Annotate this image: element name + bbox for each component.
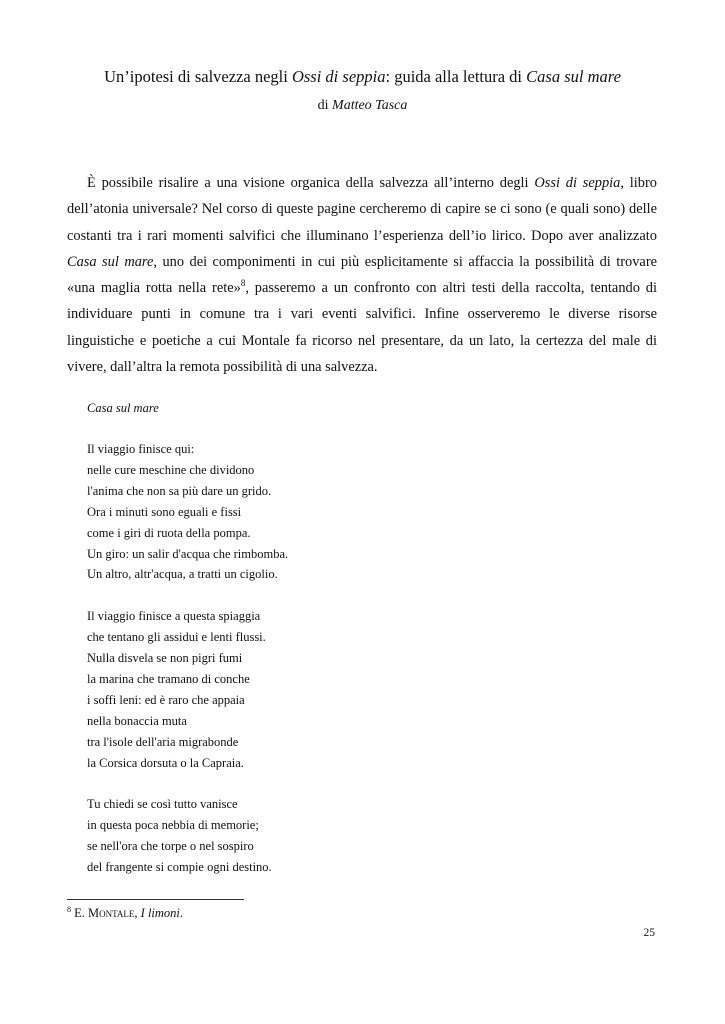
poem-line: Ora i minuti sono eguali e fissi (87, 504, 242, 519)
poem-line: come i giri di ruota della pompa. (87, 525, 251, 540)
paragraph-text: , uno dei componimenti in cui più esplicitamente si affaccia la possibilità di trovare «una maglia rotta nella rete» (67, 253, 657, 297)
paragraph-text: , passeremo a un confronto con altri testi della raccolta, tentando di individuare punti in comune tra i vari eventi salvifici. Infine osserveremo le diverse risorse linguistiche e poetiche a cui Montale fa ricorso nel presentare, da un lato, la certezza del male di vivere, dall’altra la remota possibilità di una salvezza. (67, 280, 657, 376)
footnote-reference: 8 (240, 278, 246, 289)
paragraph-italic: Ossi di seppia, (534, 175, 624, 191)
essay-title (0, 66, 725, 88)
poem-line: se nell'ora che torpe o nel sospiro (87, 839, 254, 854)
poem-line: la Corsica dorsuta o la Capraia. (87, 755, 244, 770)
poem-line: la marina che tramano di conche (87, 671, 250, 686)
poem-line: in questa poca nebbia di memorie; (87, 818, 259, 833)
poem-line: i soffi leni: ed è raro che appaia (87, 692, 245, 707)
author-line (0, 96, 725, 116)
poem-stanza (87, 606, 487, 773)
poem-title: Casa sul mare (87, 401, 159, 415)
poem-line: Tu chiedi se così tutto vanisce (87, 797, 238, 812)
poem-line: l'anima che non sa più dare un grido. (87, 483, 272, 498)
poem-line: tra l'isole dell'aria migrabonde (87, 734, 239, 749)
footnote-author: Montale (88, 906, 135, 920)
intro-paragraph (67, 170, 657, 380)
title-text: Un’ipotesi di salvezza negli (104, 67, 292, 86)
footnote (67, 904, 183, 922)
title-italic-poem: Casa sul mare (526, 67, 621, 86)
paragraph-text: È possibile risalire a una visione organica della salvezza all’interno degli (87, 175, 535, 191)
footnote-number: 8 (67, 904, 71, 914)
poem-line: nelle cure meschine che dividono (87, 462, 255, 477)
paragraph-italic: Casa sul mare (67, 253, 154, 270)
poem-stanza (87, 439, 487, 585)
poem-text (87, 439, 487, 899)
poem-line: che tentano gli assidui e lenti flussi. (87, 630, 266, 645)
poem-line: Il viaggio finisce a questa spiaggia (87, 609, 261, 624)
footnote-text: . (179, 906, 184, 920)
author-prefix: di (317, 98, 333, 113)
footnote-text: , (134, 906, 141, 920)
poem-line: Un altro, altr'acqua, a tratti un cigolio. (87, 567, 278, 582)
poem-line: Il viaggio finisce qui: (87, 442, 195, 456)
footnote-text: E. (74, 906, 89, 920)
footnote-work: I limoni (140, 906, 180, 920)
paragraph-text: libro dell’atonia universale? Nel corso di queste pagine cercheremo di capire se ci sono (e quali sono) delle costanti tra i rari momenti salvifici che illuminano l’esperienza dell’io lirico. Dopo aver analizzato (67, 175, 657, 244)
poem-stanza (87, 794, 487, 878)
poem-line: nella bonaccia muta (87, 713, 187, 728)
footnote-divider (67, 899, 244, 900)
title-text: : guida alla lettura di (385, 67, 527, 86)
page-number: 25 (643, 927, 655, 939)
poem-line: del frangente si compie ogni destino. (87, 860, 272, 875)
title-italic-work: Ossi di seppia (291, 67, 386, 86)
poem-line: Un giro: un salir d'acqua che rimbomba. (87, 546, 289, 561)
poem-line: Nulla disvela se non pigri fumi (87, 651, 243, 666)
author-name: Matteo Tasca (332, 98, 408, 113)
